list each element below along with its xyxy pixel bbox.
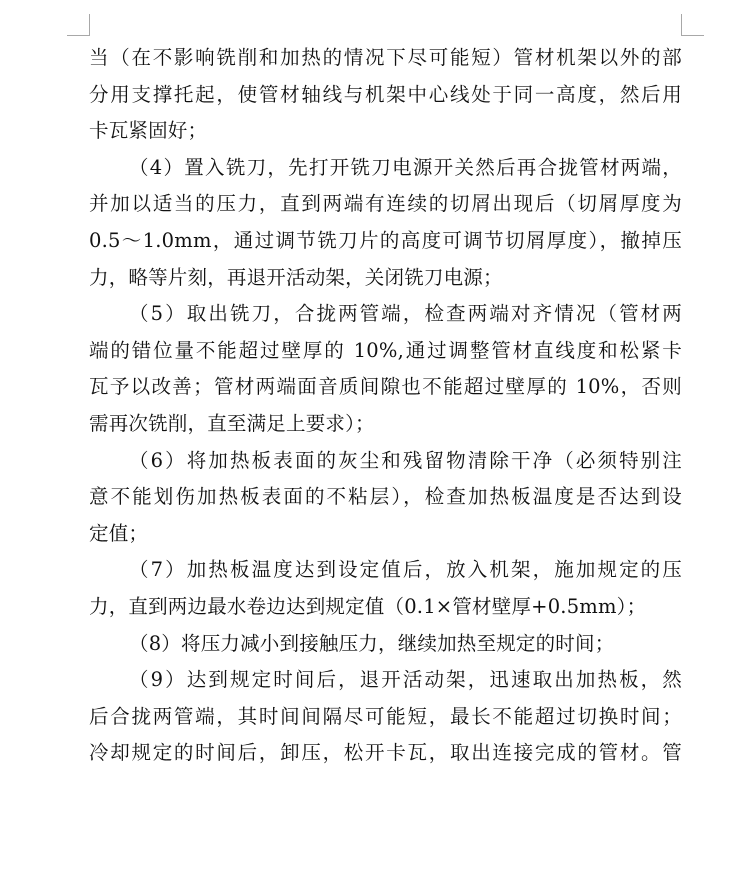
crop-mark-top-left-vertical — [89, 14, 90, 36]
text-line: 力，直到两边最水卷边达到规定值（0.1×管材壁厚+0.5mm）； — [89, 594, 647, 618]
text-line: 冷却规定的时间后，卸压，松开卡瓦，取出连接完成的管材。管 — [89, 741, 682, 765]
text-line: 后合拢两管端，其时间间隔尽可能短，最长不能超过切换时间； — [89, 704, 682, 728]
text-line: 力，略等片刻，再退开活动架，关闭铣刀电源； — [89, 265, 503, 289]
text-line: 定值； — [89, 521, 149, 545]
crop-mark-top-right-vertical — [681, 14, 682, 36]
text-line: 需再次铣削，直至满足上要求）； — [89, 411, 375, 435]
crop-mark-top-right-horizontal — [681, 35, 704, 36]
step-7-first-line: （7）加热板温度达到设定值后，放入机架，施加规定的压 — [129, 558, 682, 582]
step-9-first-line: （9）达到规定时间后，退开活动架，迅速取出加热板，然 — [129, 668, 682, 692]
step-4-first-line: （4）置入铣刀，先打开铣刀电源开关然后再合拢管材两端， — [129, 155, 682, 179]
text-line: 当（在不影响铣削和加热的情况下尽可能短）管材机架以外的部 — [89, 46, 682, 69]
text-line: 端的错位量不能超过壁厚的 10%,通过调整管材直线度和松紧卡 — [89, 338, 682, 362]
text-line: 分用支撑托起，使管材轴线与机架中心线处于同一高度，然后用 — [89, 82, 682, 106]
text-line: 0.5～1.0mm，通过调节铣刀片的高度可调节切屑厚度），撤掉压 — [89, 228, 682, 252]
text-line: 并加以适当的压力，直到两端有连续的切屑出现后（切屑厚度为 — [89, 192, 682, 216]
text-line: 瓦予以改善；管材两端面音质间隙也不能超过壁厚的 10%，否则 — [89, 375, 682, 399]
text-line: 意不能划伤加热板表面的不粘层），检查加热板温度是否达到设 — [89, 485, 682, 509]
document-body[interactable] — [89, 40, 682, 772]
step-6-first-line: （6）将加热板表面的灰尘和残留物清除干净（必须特别注 — [129, 448, 682, 472]
step-8-line: （8）将压力减小到接触压力，继续加热至规定的时间； — [129, 631, 615, 655]
step-5-first-line: （5）取出铣刀，合拢两管端，检查两端对齐情况（管材两 — [129, 302, 682, 326]
crop-mark-top-left-horizontal — [67, 35, 90, 36]
text-line: 卡瓦紧固好； — [89, 119, 208, 143]
